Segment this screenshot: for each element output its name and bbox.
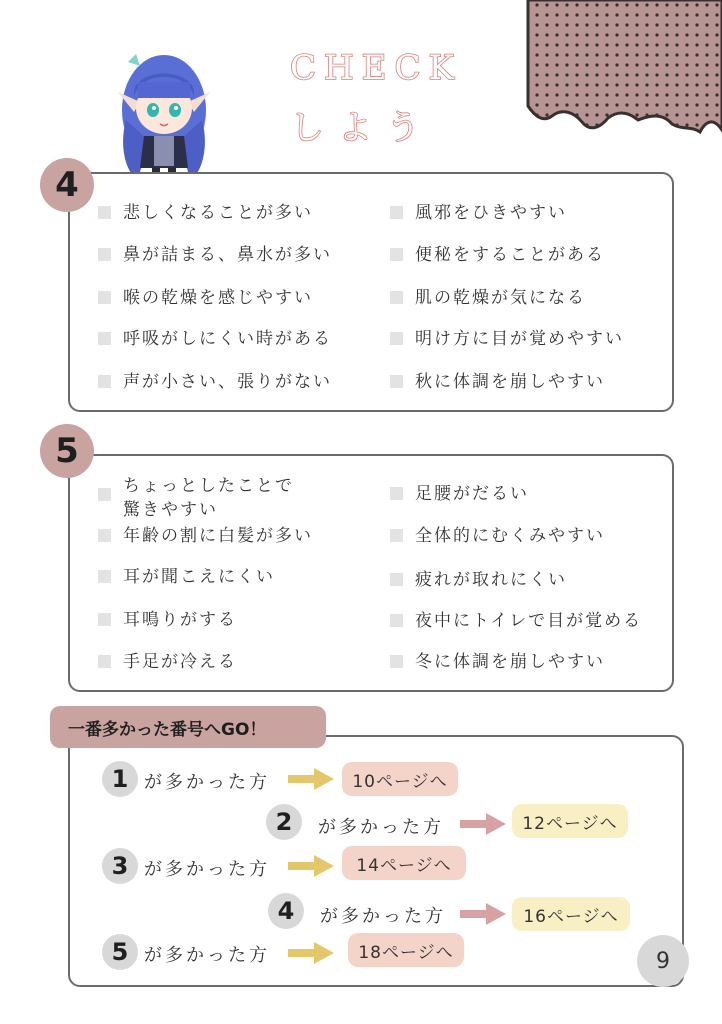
section-number-badge: 5 bbox=[40, 424, 94, 478]
result-number-badge: 1 bbox=[102, 761, 138, 797]
result-label: が多かった方 bbox=[318, 817, 444, 838]
page-link-pill[interactable]: 10ページへ bbox=[342, 762, 458, 796]
checkbox[interactable] bbox=[390, 291, 403, 304]
checkbox[interactable] bbox=[98, 655, 111, 668]
result-label: が多かった方 bbox=[144, 772, 270, 793]
title-check: CHECK bbox=[290, 48, 462, 88]
check-item[interactable]: 鼻が詰まる、鼻水が多い bbox=[98, 243, 332, 267]
page-link-pill[interactable]: 16ページへ bbox=[512, 897, 630, 931]
checkbox[interactable] bbox=[98, 332, 111, 345]
result-number-badge: 4 bbox=[268, 893, 304, 929]
result-number-badge: 2 bbox=[266, 804, 302, 840]
go-banner: 一番多かった番号へGO！ bbox=[50, 706, 326, 748]
check-item[interactable]: 年齢の割に白髪が多い bbox=[98, 524, 313, 548]
check-item[interactable]: 夜中にトイレで目が覚める bbox=[390, 609, 642, 633]
checkbox[interactable] bbox=[98, 248, 111, 261]
check-item[interactable]: 肌の乾燥が気になる bbox=[390, 286, 586, 310]
check-item[interactable]: 声が小さい、張りがない bbox=[98, 370, 332, 394]
check-item[interactable]: 全体的にむくみやすい bbox=[390, 524, 605, 548]
arrow-right-icon bbox=[288, 855, 334, 877]
check-item[interactable]: ちょっとしたことで 驚きやすい bbox=[98, 474, 294, 522]
page-link-pill[interactable]: 14ページへ bbox=[342, 846, 466, 880]
checkbox[interactable] bbox=[390, 529, 403, 542]
arrow-right-icon bbox=[460, 903, 506, 925]
result-label: が多かった方 bbox=[320, 906, 446, 927]
page-number: 9 bbox=[637, 935, 689, 987]
chibi-elf-girl-illustration bbox=[108, 40, 220, 190]
check-item[interactable]: 足腰がだるい bbox=[390, 482, 529, 506]
check-item[interactable]: 喉の乾燥を感じやすい bbox=[98, 286, 313, 310]
check-item[interactable]: 風邪をひきやすい bbox=[390, 201, 567, 225]
checkbox[interactable] bbox=[390, 332, 403, 345]
check-item[interactable]: 疲れが取れにくい bbox=[390, 568, 567, 592]
arrow-right-icon bbox=[460, 813, 506, 835]
check-item[interactable]: 明け方に目が覚めやすい bbox=[390, 327, 624, 351]
checkbox[interactable] bbox=[390, 655, 403, 668]
checkbox[interactable] bbox=[390, 375, 403, 388]
checkbox[interactable] bbox=[98, 488, 111, 501]
polka-dot-corner-decoration bbox=[522, 0, 722, 140]
check-item[interactable]: 耳が聞こえにくい bbox=[98, 565, 275, 589]
checkbox[interactable] bbox=[98, 529, 111, 542]
checkbox[interactable] bbox=[390, 487, 403, 500]
checkbox[interactable] bbox=[98, 570, 111, 583]
check-item[interactable]: 呼吸がしにくい時がある bbox=[98, 327, 332, 351]
check-item[interactable]: 手足が冷える bbox=[98, 650, 237, 674]
title-shiyou: しよう bbox=[290, 108, 434, 148]
check-item[interactable]: 秋に体調を崩しやすい bbox=[390, 370, 605, 394]
checkbox[interactable] bbox=[390, 206, 403, 219]
page-link-pill[interactable]: 18ページへ bbox=[348, 933, 464, 967]
result-label: が多かった方 bbox=[144, 859, 270, 880]
check-item[interactable]: 便秘をすることがある bbox=[390, 243, 605, 267]
section-number-badge: 4 bbox=[40, 158, 94, 212]
checkbox[interactable] bbox=[390, 614, 403, 627]
checkbox[interactable] bbox=[390, 248, 403, 261]
result-label: が多かった方 bbox=[144, 945, 270, 966]
checkbox[interactable] bbox=[98, 291, 111, 304]
result-number-badge: 5 bbox=[102, 934, 138, 970]
page-link-pill[interactable]: 12ページへ bbox=[512, 804, 628, 838]
arrow-right-icon bbox=[288, 942, 334, 964]
check-item[interactable]: 冬に体調を崩しやすい bbox=[390, 650, 605, 674]
checkbox[interactable] bbox=[390, 573, 403, 586]
checkbox[interactable] bbox=[98, 613, 111, 626]
check-item[interactable]: 悲しくなることが多い bbox=[98, 201, 313, 225]
check-item[interactable]: 耳鳴りがする bbox=[98, 608, 237, 632]
result-number-badge: 3 bbox=[102, 848, 138, 884]
arrow-right-icon bbox=[288, 768, 334, 790]
checkbox[interactable] bbox=[98, 375, 111, 388]
checkbox[interactable] bbox=[98, 206, 111, 219]
